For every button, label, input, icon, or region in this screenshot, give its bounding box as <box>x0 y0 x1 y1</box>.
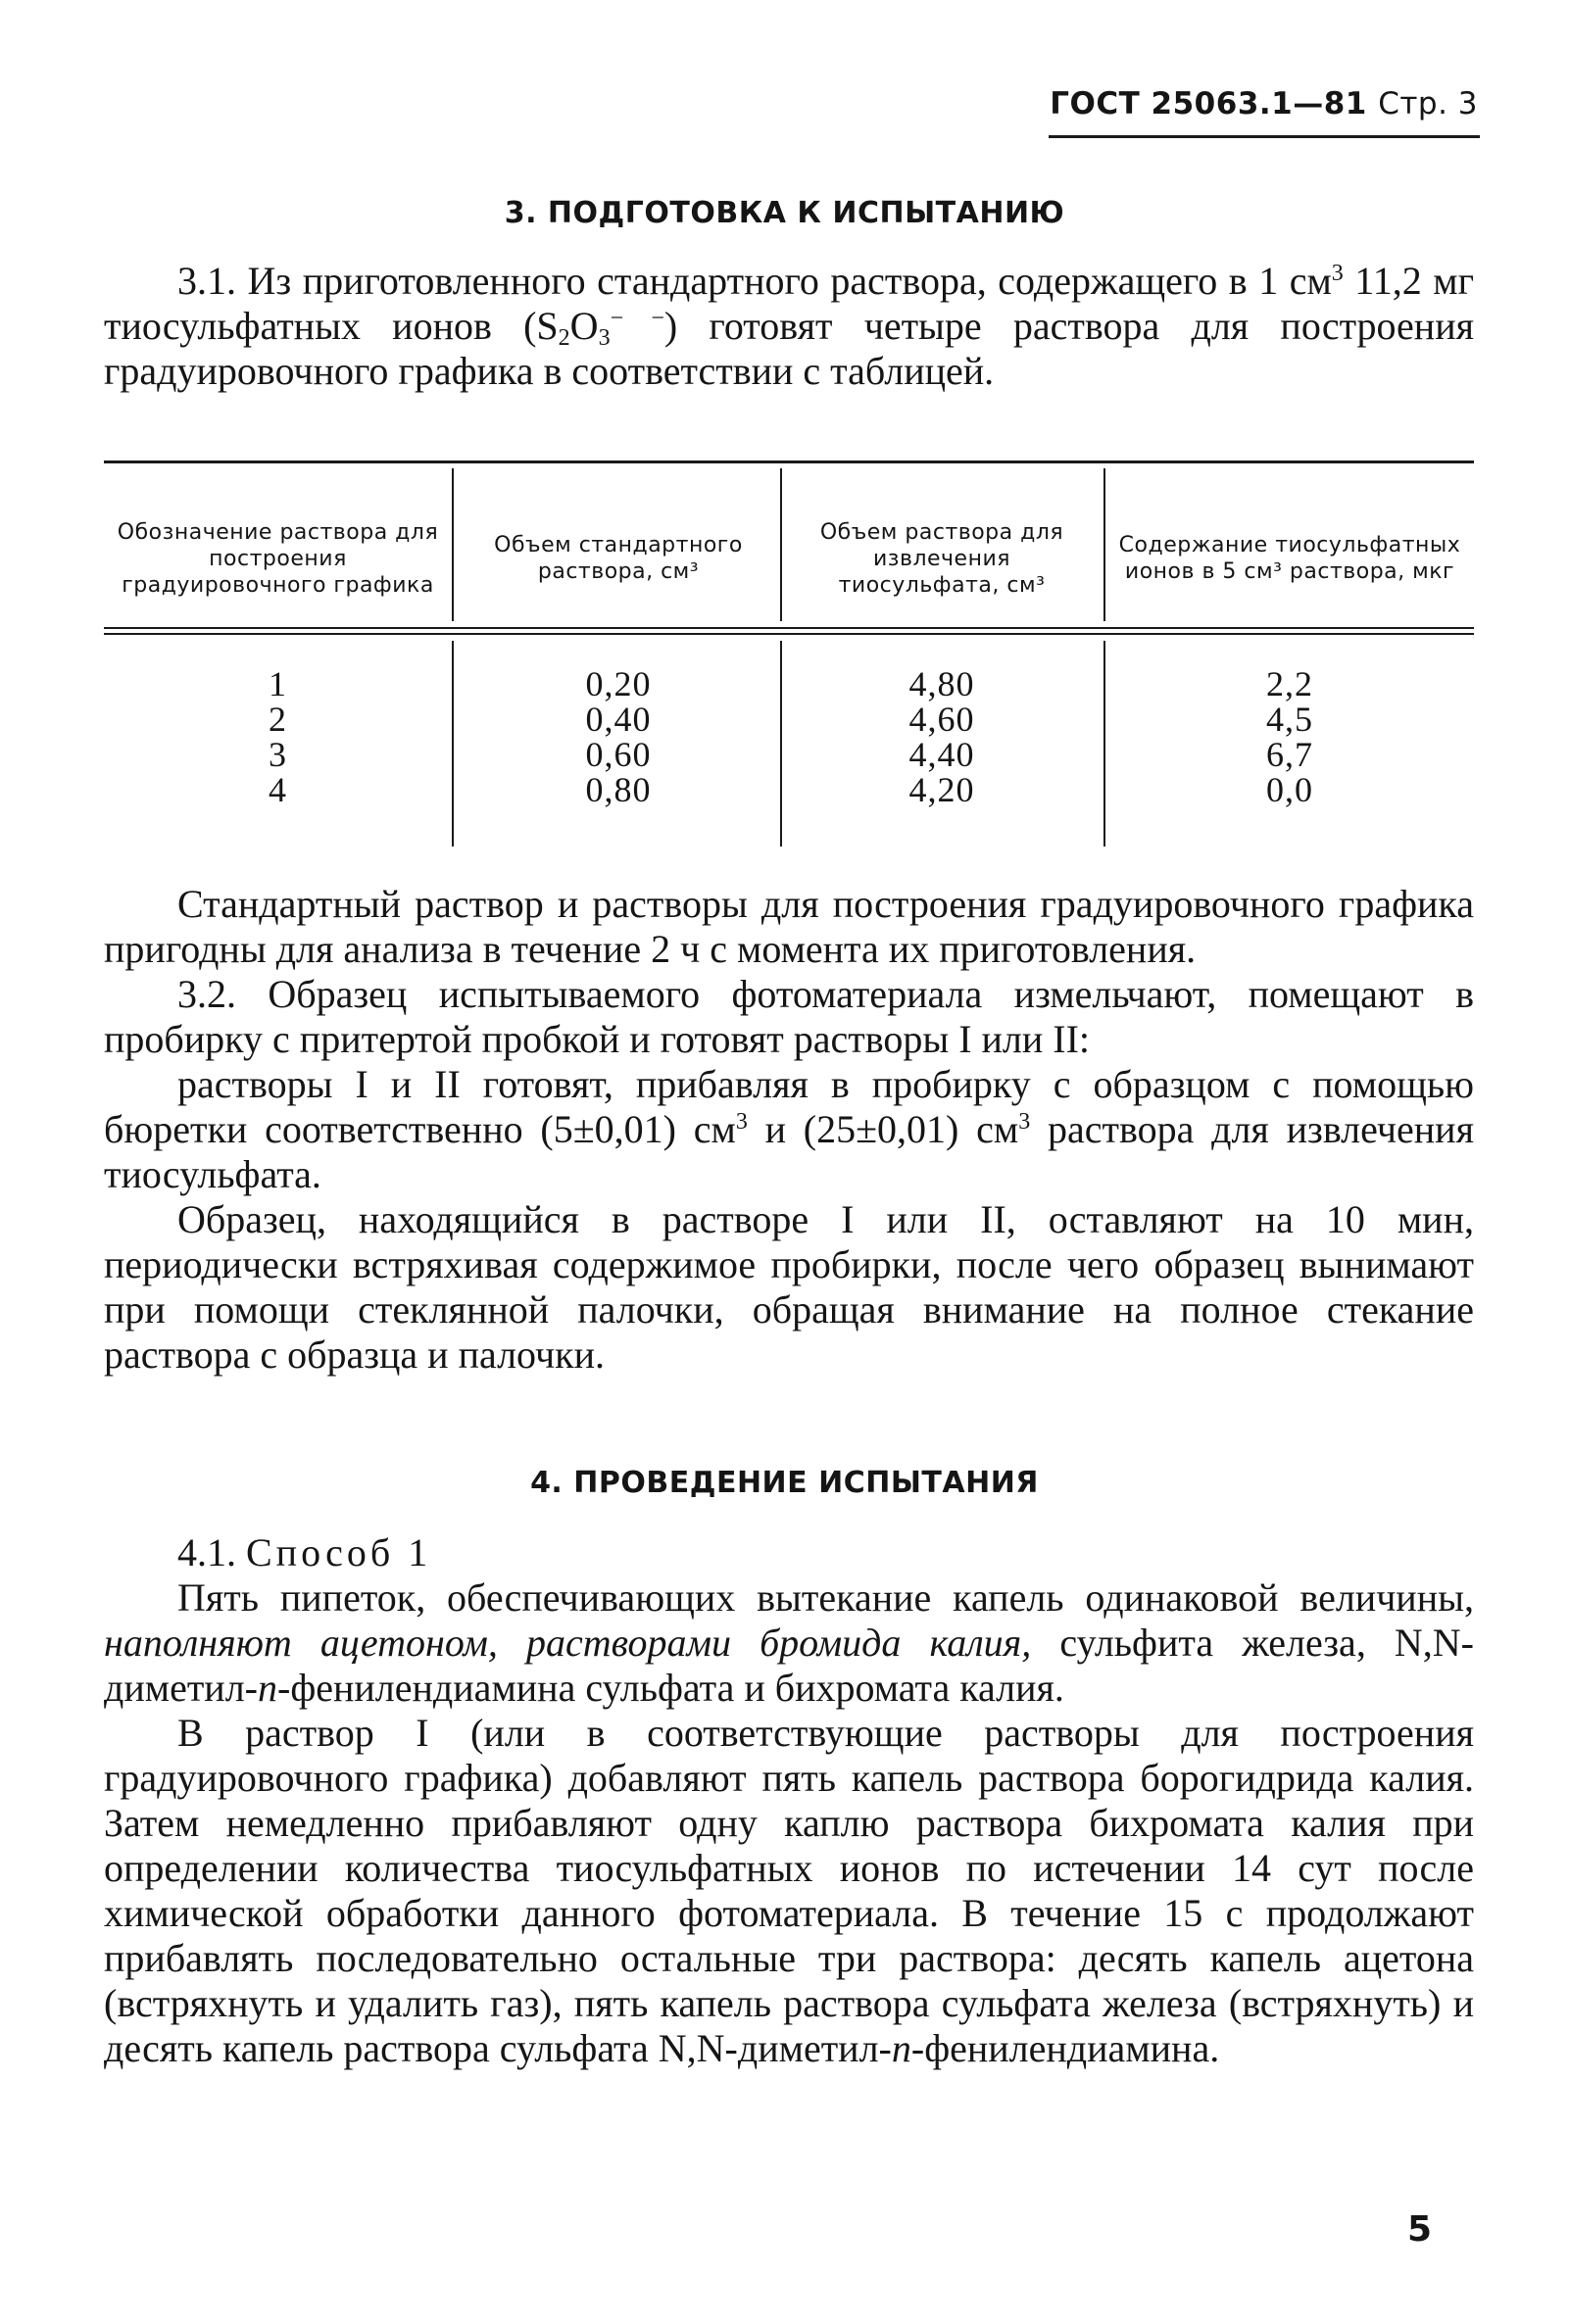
table-column-standard-volume <box>462 666 775 807</box>
paragraph-3-2-sample: Образец, находящийся в растворе I или II, оставляют на 10 мин, периодически встряхивая содержимое пробирки, после чего образец вынимают при помощи стеклянной палочки, обращая внимание на полное стекание раствора с образца и палочки. <box>104 1197 1474 1377</box>
table-header-rule-2 <box>104 633 1474 635</box>
table-top-rule <box>104 460 1474 463</box>
table-cell: 2 <box>269 700 287 739</box>
table-divider <box>1103 641 1105 847</box>
table-cell: 4,20 <box>908 770 975 809</box>
table-cell: 0,20 <box>585 664 652 703</box>
table-column-designation <box>104 666 452 807</box>
paragraph-standard-solution: Стандартный раствор и растворы для построения градуировочного графика пригодны для анализа в течение 2 ч с момента их приготовления. <box>104 882 1474 971</box>
page-number: 5 <box>1406 2209 1432 2250</box>
table-column-extraction-volume <box>790 666 1094 807</box>
body-section-3 <box>104 882 1474 1378</box>
table-header-cell: Обозначение раствора для построения градуировочного графика <box>117 519 439 598</box>
table-header-cell: Объем раствора для извлечения тиосульфата, см³ <box>819 519 1064 598</box>
section-4-title: 4. ПРОВЕДЕНИЕ ИСПЫТАНИЯ <box>530 1466 1039 1500</box>
table-cell: 0,40 <box>585 700 652 739</box>
table-header-rule-1 <box>104 627 1474 629</box>
section-3-title: 3. ПОДГОТОВКА К ИСПЫТАНИЮ <box>504 196 1065 230</box>
table-divider <box>452 641 454 847</box>
table-cell: 6,7 <box>1266 735 1313 774</box>
paragraph-3-1: 3.1. Из приготовленного стандартного раствора, содержащего в 1 $см^3$ 11,2 мг тиосульфатных ионов $(S_2O_3^{- -})$ готовят четыре раствора для построения градуировочного графика в соответствии с таблицей. <box>104 259 1474 393</box>
table-column-ion-content <box>1113 666 1466 807</box>
standard-code: ГОСТ 25063.1—81 <box>1050 86 1367 121</box>
table-cell: 4,80 <box>908 664 975 703</box>
table-cell: 4,5 <box>1266 700 1313 739</box>
paragraph-4-1-procedure: В раствор I (или в соответствующие растворы для построения градуировочного графика) добавляют пять капель раствора борогидрида калия. Затем немедленно прибавляют одну каплю раствора бихромата калия при определении количества тиосульфатных ионов по истечении 14 сут после химической обработки данного фотоматериала. В течение 15 с продолжают прибавлять последовательно остальные три раствора: десять капель ацетона (встряхнуть и удалить газ), пять капель раствора сульфата железа (встряхнуть) и десять капель раствора сульфата N,N-диметил-п-фенилендиамина. <box>104 1711 1474 2070</box>
table-cell: 4,40 <box>908 735 975 774</box>
page-header <box>1050 86 1478 121</box>
header-rule <box>1049 135 1480 138</box>
table-divider <box>780 641 782 847</box>
table-cell: 4,60 <box>908 700 975 739</box>
table-cell: 0,80 <box>585 770 652 809</box>
paragraph-4-1-title: 4.1. Способ 1 <box>177 1530 432 1574</box>
table-divider <box>1103 468 1105 621</box>
page-label: Стр. 3 <box>1378 86 1478 121</box>
table-cell: 3 <box>269 735 287 774</box>
table-divider <box>780 468 782 621</box>
table-header-cell: Объем стандартного раствора, см³ <box>494 533 743 584</box>
table-cell: 2,2 <box>1266 664 1313 703</box>
table-cell: 0,60 <box>585 735 652 774</box>
table-cell: 0,0 <box>1266 770 1313 809</box>
table-divider <box>452 468 454 621</box>
body-section-4 <box>104 1530 1474 2071</box>
paragraph-4-1-pipettes: Пять пипеток, обеспечивающих вытекание капель одинаковой величины, наполняют ацетоном, растворами бромида калия, сульфита железа, N,N-диметил-п-фенилендиамина сульфата и бихромата калия. <box>104 1575 1475 1710</box>
table-header-cell: Содержание тиосульфатных ионов в 5 см³ раствора, мкг <box>1118 533 1461 584</box>
paragraph-3-2: 3.2. Образец испытываемого фотоматериала измельчают, помещают в пробирку с притертой пробкой и готовят растворы I или II: <box>104 972 1474 1061</box>
paragraph-3-2-solutions: растворы I и II готовят, прибавляя в пробирку с образцом с помощью бюретки соответственно (5±0,01) $см^3$ и (25±0,01) $см^3$ раствора для извлечения тиосульфата. <box>104 1062 1474 1196</box>
table-cell: 4 <box>269 770 287 809</box>
table-cell: 1 <box>269 664 287 703</box>
calibration-table <box>104 460 1474 852</box>
